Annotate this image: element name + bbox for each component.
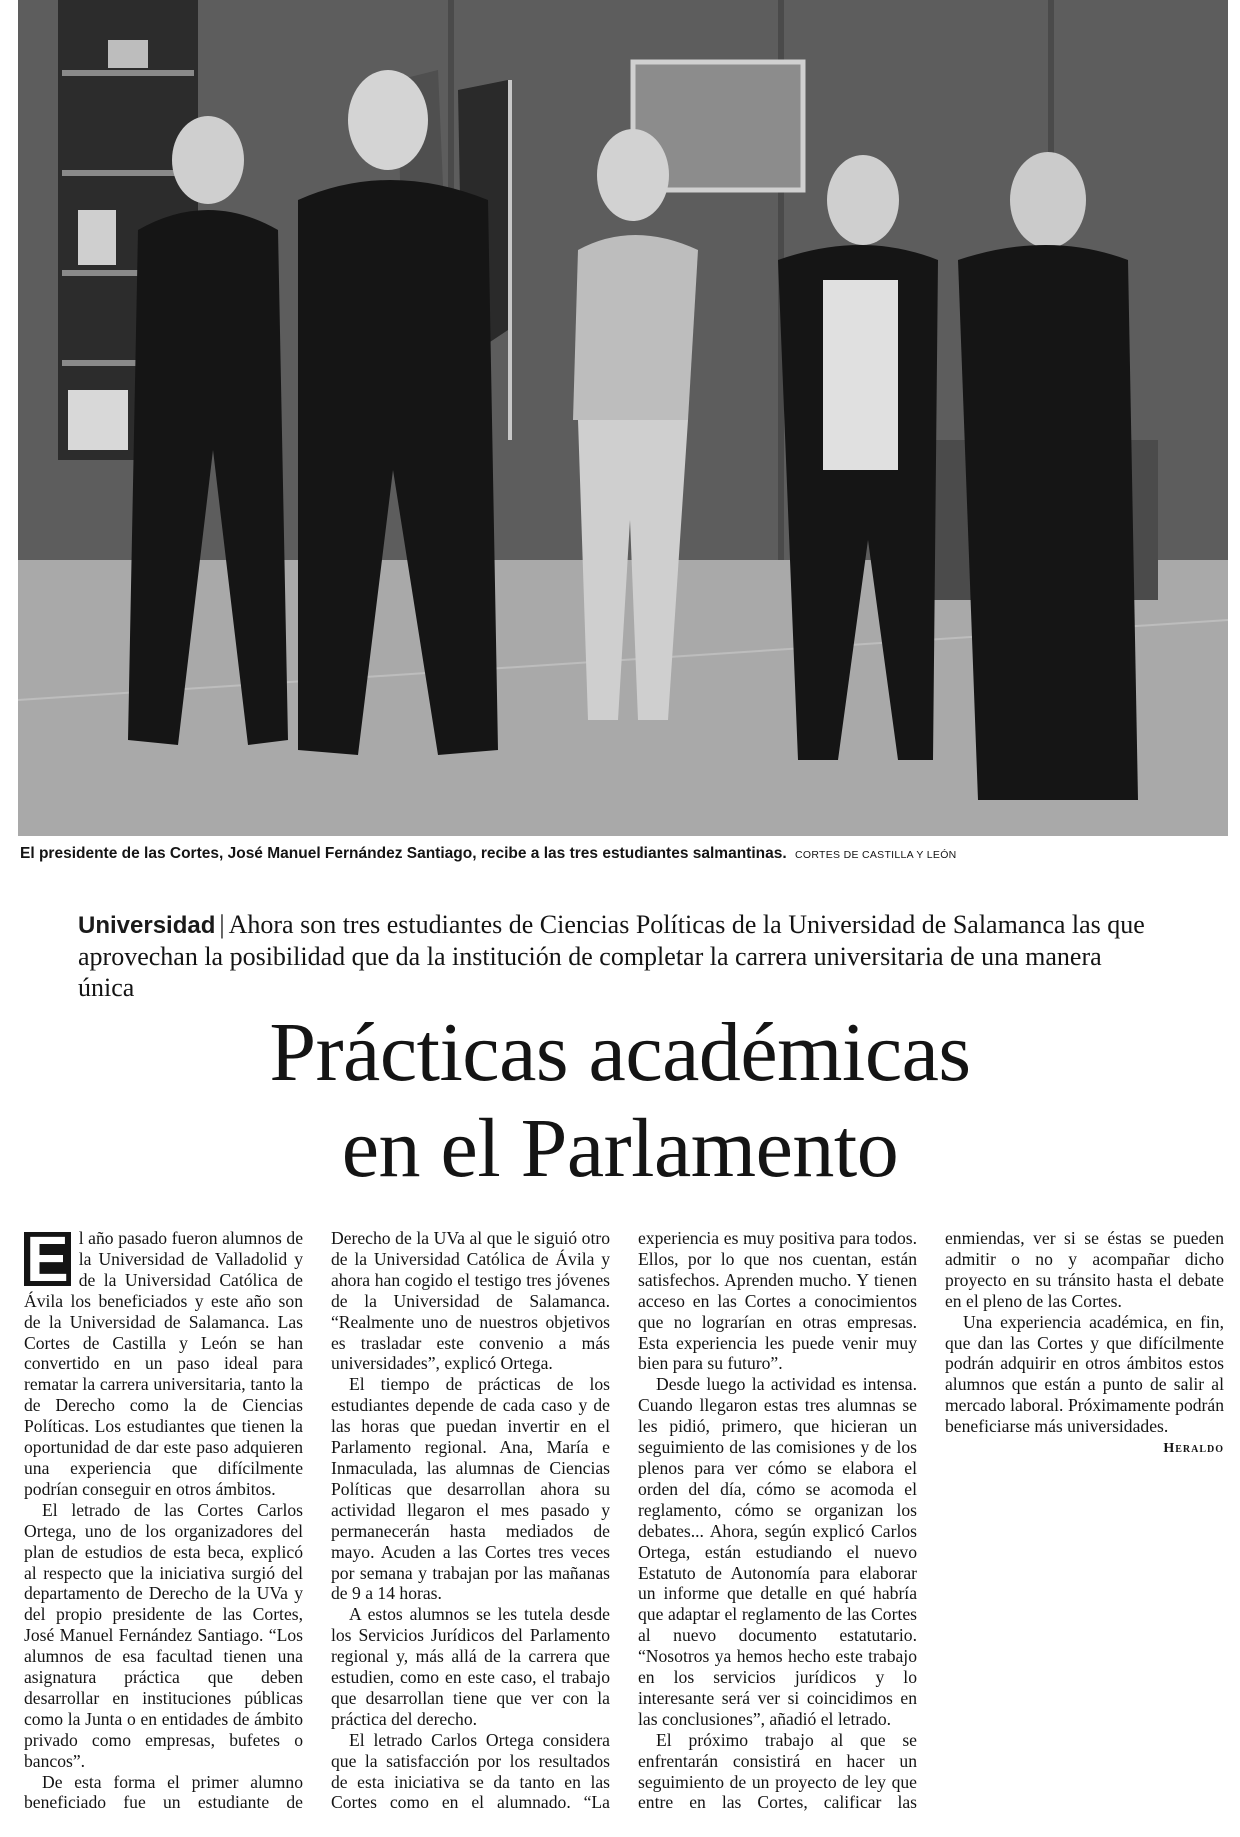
paragraph-6: El letrado Carlos Ortega considera que la satisfacción por los resultados de esta iniciativa se da tanto en las Cortes como en el alumnado. “La experiencia es muy positiva para todos. Ellos, por lo que nos cuentan, están satisfechos. Aprenden mucho. Y tienen acceso en las Cortes a conocimientos que no lograrían en otras empresas. Esta experiencia les puede venir muy bien para su futuro”. (331, 1228, 917, 1813)
author-signature: Heraldo (1163, 1441, 1224, 1457)
photo-illustration (18, 0, 1228, 836)
deck-separator: | (219, 910, 225, 939)
photo-caption (20, 845, 1220, 863)
caption-text: El presidente de las Cortes, José Manuel Fernández Santiago, recibe a las tres estudiantes salmantinas. (20, 845, 787, 862)
paragraph-3: De esta forma el primer alumno beneficiado fue un estudiante de Derecho de la UVa al que le siguió otro de la Universidad Católica de Ávila y ahora han cogido el testigo tres jóvenes de la Universidad de Salamanca. “Realmente uno de nuestros objetivos es trasladar este convenio a más universidades”, explicó Ortega. (24, 1228, 610, 1813)
paragraph-7: Desde luego la actividad es intensa. Cuando llegaron estas tres alumnas se les pidió, primero, que hicieran un seguimiento de las comisiones y de los plenos para ver cómo se elabora el orden del día, cómo se acomoda el reglamento, cómo se organizan los debates... Ahora, según explicó Carlos Ortega, están estudiando el nuevo Estatuto de Autonomía para elaborar un informe que detalle en qué habría que adaptar el reglamento de las Cortes al nuevo documento estatutario. “Nosotros ya hemos hecho este trabajo en los servicios jurídicos y lo interesante será ver si coincidimos en las conclusiones”, añadió el letrado. (638, 1374, 917, 1729)
paragraph-5: A estos alumnos se les tutela desde los Servicios Jurídicos del Parlamento regional y, más allá de la carrera que estudien, como en este caso, el trabajo que desarrollan tiene que ver con la práctica del derecho. (331, 1604, 610, 1729)
headline-line-2: en el Parlamento (341, 1102, 899, 1195)
photo-credit: CORTES DE CASTILLA Y LEÓN (794, 849, 957, 861)
deck-text: Ahora son tres estudiantes de Ciencias Políticas de la Universidad de Salamanca las que aprovechan la posibilidad que da la institución de completar la carrera universitaria de una manera única (78, 910, 1145, 1002)
paragraph-1-text: l año pasado fueron alumnos de la Universidad de Valladolid y de la Universidad Católica de Ávila los beneficiados y este año son de la Universidad de Salamanca. Las Cortes de Castilla y León se han convertido en un paso ideal para rematar la carrera universitaria, tanto la de Derecho como la de Ciencias Políticas. Los estudiantes que tienen la oportunidad de dar este paso adquieren una experiencia que difícilmente podrían conseguir en otros ámbitos. (24, 1228, 303, 1499)
article-deck (78, 909, 1158, 1003)
paragraph-9: Una experiencia académica, en fin, que dan las Cortes y que difícilmente podrán adquirir en otros ámbitos estos alumnos que están a punto de salir al mercado laboral. Próximamente podrán beneficiarse más universidades. (945, 1311, 1224, 1437)
paragraph-1 (24, 1223, 303, 1500)
headline-line-1: Prácticas académicas (269, 1006, 971, 1099)
headline (0, 1005, 1240, 1197)
paragraph-8: El próximo trabajo al que se enfrentarán consistirá en hacer un seguimiento de un proyecto de ley que entre en las Cortes, calificar las enmiendas, ver si se éstas se pueden admitir o no y acompañar dicho proyecto en su tránsito hasta el debate en el pleno de las Cortes. (638, 1228, 1224, 1813)
dropcap: E (26, 1223, 69, 1295)
section-label: Universidad (78, 912, 216, 939)
paragraph-2: El letrado de las Cortes Carlos Ortega, uno de los organizadores del plan de estudios de esta beca, explicó al respecto que la iniciativa surgió del departamento de Derecho de la UVa y del propio presidente de las Cortes, José Manuel Fernández Santiago. “Los alumnos de esa facultad tienen una asignatura práctica que deben desarrollar en instituciones públicas como la Junta o en entidades de ámbito privado como empresas, bufetes o bancos”. (24, 1499, 303, 1771)
article-body (24, 1223, 1224, 1828)
paragraph-4: El tiempo de prácticas de los estudiantes depende de cada caso y de las horas que puedan invertir en el Parlamento regional. Ana, María e Inmaculada, las alumnas de Ciencias Políticas que desarrollan ahora su actividad llegaron el mes pasado y permanecerán hasta mediados de mayo. Acuden a las Cortes tres veces por semana y trabajan por las mañanas de 9 a 14 horas. (331, 1374, 610, 1604)
news-photo (18, 0, 1228, 836)
